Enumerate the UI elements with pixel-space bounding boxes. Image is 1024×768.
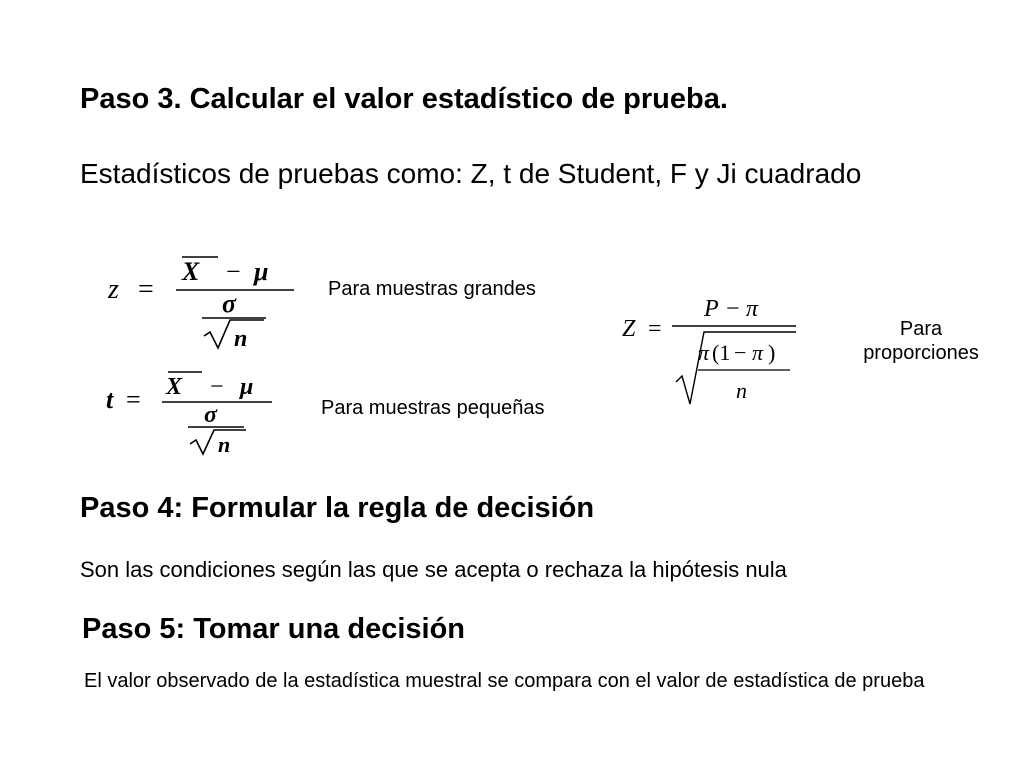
svg-text:Z: Z xyxy=(622,316,636,342)
svg-text:=: = xyxy=(648,316,662,342)
svg-text:X: X xyxy=(166,374,183,400)
large-samples-caption: Para muestras grandes xyxy=(328,278,536,300)
proportions-caption-line1: Para xyxy=(899,318,943,340)
svg-text:σ: σ xyxy=(204,402,217,428)
step5-text: El valor observado de la estadística muestral se compara con el valor de estadística de prueba xyxy=(84,670,925,692)
svg-text:P: P xyxy=(704,296,719,322)
svg-text:μ: μ xyxy=(254,257,269,286)
svg-text:−: − xyxy=(734,340,747,365)
svg-text:−: − xyxy=(210,374,224,400)
svg-text:n: n xyxy=(234,326,248,352)
svg-text:X: X xyxy=(182,257,200,286)
svg-text:π: π xyxy=(752,340,764,365)
z-formula xyxy=(104,252,304,352)
proportions-caption-line2: proporciones xyxy=(863,342,979,364)
svg-text:π: π xyxy=(746,296,759,322)
svg-text:−: − xyxy=(226,257,241,286)
svg-text:): ) xyxy=(768,340,776,365)
proportions-caption xyxy=(848,317,994,365)
svg-text:−: − xyxy=(726,296,740,322)
small-samples-caption: Para muestras pequeñas xyxy=(321,397,545,419)
t-formula xyxy=(104,368,284,458)
svg-text:μ: μ xyxy=(240,374,254,400)
svg-text:n: n xyxy=(736,378,747,403)
svg-text:π: π xyxy=(698,340,710,365)
step3-title: Paso 3. Calcular el valor estadístico de prueba. xyxy=(80,83,728,115)
svg-text:=: = xyxy=(126,385,141,414)
svg-text:σ: σ xyxy=(222,289,237,318)
svg-text:z: z xyxy=(108,274,119,305)
step4-title: Paso 4: Formular la regla de decisión xyxy=(80,492,595,524)
step5-title: Paso 5: Tomar una decisión xyxy=(82,613,466,645)
step4-text: Son las condiciones según las que se acepta o rechaza la hipótesis nula xyxy=(80,557,787,582)
step3-subtitle: Estadísticos de pruebas como: Z, t de Student, F y Ji cuadrado xyxy=(80,158,862,189)
svg-text:=: = xyxy=(138,274,154,305)
svg-text:n: n xyxy=(218,432,231,457)
svg-text:t: t xyxy=(106,385,114,414)
svg-text:(1: (1 xyxy=(712,340,731,365)
z-proportion-formula xyxy=(618,290,808,410)
